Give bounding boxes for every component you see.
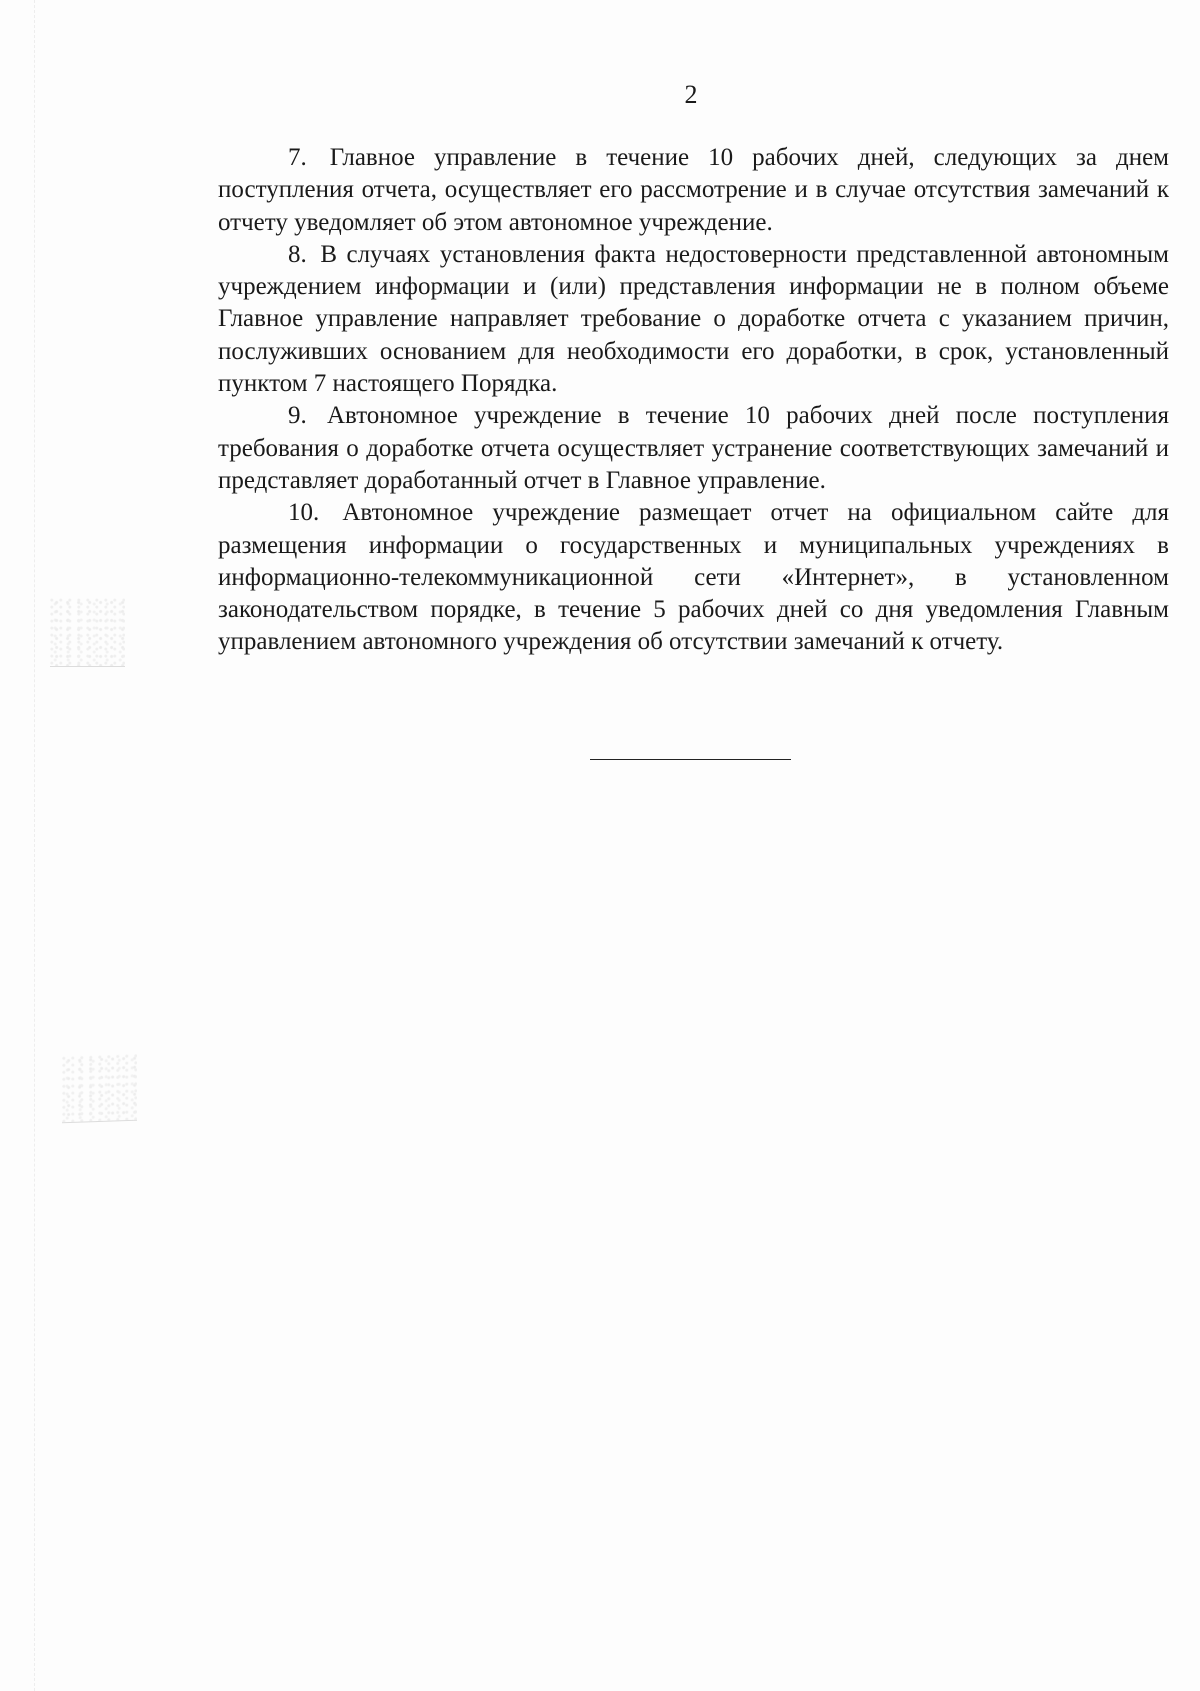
paragraph-9 xyxy=(218,400,1169,497)
paragraph-10 xyxy=(218,497,1169,658)
scan-artifact xyxy=(50,598,125,667)
paragraph-text: Автономное учреждение в течение 10 рабочих дней после поступления требования о доработке отчета осуществляет устранение соответствующих замечаний и представляет доработанный отчет в Главное управление. xyxy=(218,402,1169,494)
scan-edge-line xyxy=(34,0,35,1691)
paragraph-number: 10. xyxy=(288,499,320,527)
paragraph-8 xyxy=(218,239,1169,400)
end-of-document-line xyxy=(590,759,791,760)
paragraph-text: Автономное учреждение размещает отчет на официальном сайте для размещения информации о государственных и муниципальных учреждениях в информационно-телекоммуникационной сети «Интернет», в установленном законодательством порядке, в течение 5 рабочих дней со дня уведомления Главным управлением автономного учреждения об отсутствии замечаний к отчету. xyxy=(218,499,1170,656)
paragraph-number: 7. xyxy=(288,144,307,171)
paragraph-number: 9. xyxy=(288,402,307,430)
scan-artifact xyxy=(62,1054,137,1124)
paragraph-number: 8. xyxy=(288,240,307,268)
paragraph-7 xyxy=(218,142,1169,239)
paragraph-text: Главное управление в течение 10 рабочих дней, следующих за днем поступления отчета, осуществляет его рассмотрение и в случае отсутствия замечаний к отчету уведомляет об этом автономное учреждение. xyxy=(218,144,1169,236)
page-number: 2 xyxy=(684,80,698,109)
document-body xyxy=(218,142,1169,659)
paragraph-text: В случаях установления факта недостоверности представленной автономным учреждением информации и (или) представления информации не в полном объеме Главное управление направляет требование о доработке отчета с указанием причин, послуживших основанием для необходимости его доработки, в срок, установленный пунктом 7 настоящего Порядка. xyxy=(218,240,1170,398)
